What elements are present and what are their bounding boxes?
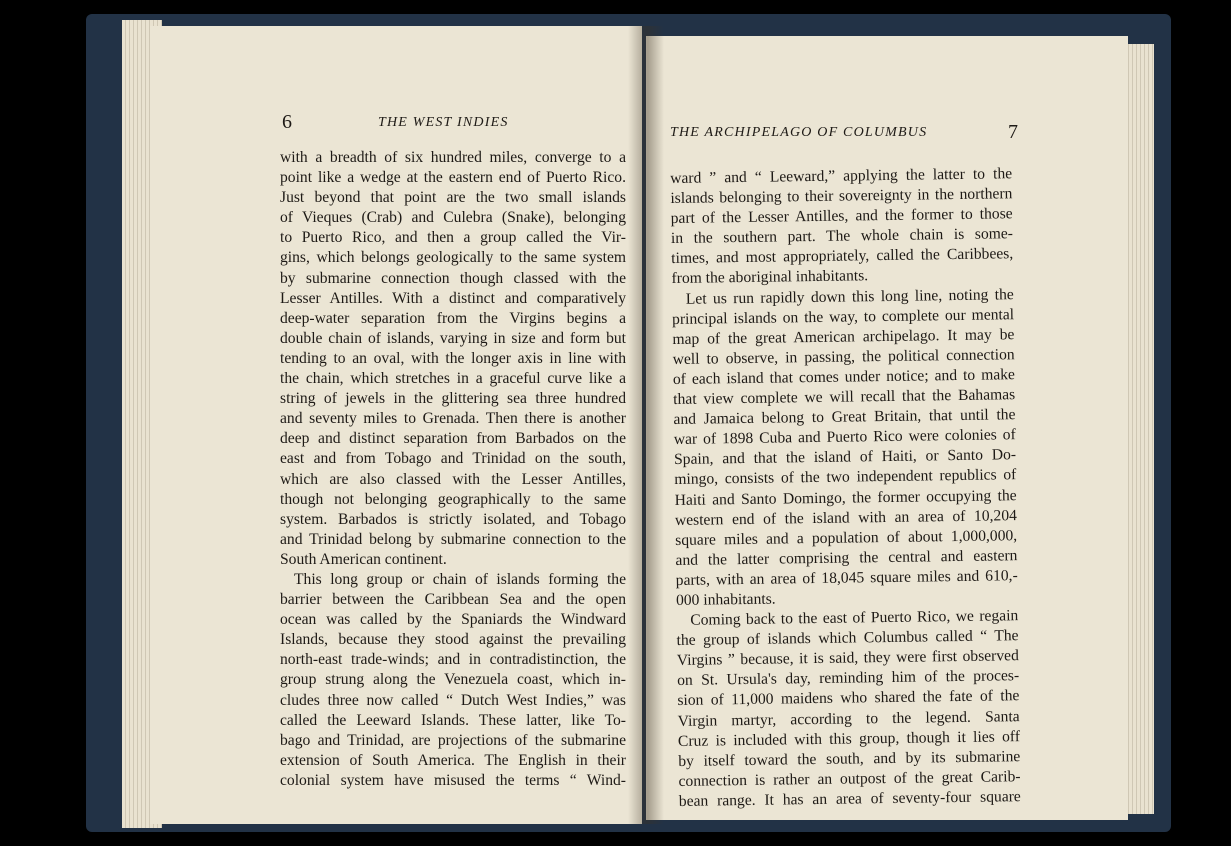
text-line: with a breadth of six hundred miles, converge to a xyxy=(280,149,626,166)
text-line: colonial system have misused the terms “ Wind- xyxy=(280,771,626,789)
text-line: bago and Trinidad, are projections of the submarine xyxy=(280,731,626,749)
text-line: war of 1898 Cuba and Puerto Rico were colonies of xyxy=(673,426,1016,449)
text-line: deep and distinct separation from Barbados on the xyxy=(280,430,626,448)
text-line: map of the great American archipelago. It may be xyxy=(672,325,1015,348)
text-line: mingo, consists of the two independent republics of xyxy=(674,466,1017,489)
text-line: in the southern part. The whole chain is some- xyxy=(670,225,1014,248)
text-line: of each island that comes under notice; and to make xyxy=(672,366,1016,388)
text-line: times, and most appropriately, called the Caribbees, xyxy=(671,245,1014,268)
text-line: tending to an oval, with the longer axis in line with xyxy=(280,349,626,367)
text-line: 000 inhabitants. xyxy=(675,590,776,609)
text-line: islands belonging to their sovereignty in the northern xyxy=(670,185,1013,208)
text-line: ocean was called by the Spaniards the Windward xyxy=(280,611,626,629)
text-line: and seventy miles to Grenada. Then there is another xyxy=(280,410,626,428)
left-page-number: 6 xyxy=(282,111,292,133)
text-line: called the Leeward Islands. These latter, like To- xyxy=(280,711,626,729)
right-page-body xyxy=(670,164,1021,812)
text-line: the group of islands which Columbus called “ The xyxy=(676,627,1019,650)
left-running-title: THE WEST INDIES xyxy=(378,115,509,130)
text-line: and Trinidad belong by submarine connection to the xyxy=(280,530,626,548)
text-line: and the latter comprising the central and eastern xyxy=(675,546,1018,569)
right-page xyxy=(646,36,1128,820)
text-line: Spain, and that the island of Haiti, or Santo Do- xyxy=(673,446,1017,469)
text-line: point like a wedge at the eastern end of Puerto Rico. xyxy=(280,169,626,187)
text-line: of Vieques (Crab) and Culebra (Snake), belonging xyxy=(280,209,626,227)
text-line: Cruz is included with this group, though it lies off xyxy=(677,727,1021,750)
text-line: bean range. It has an area of seventy-four square xyxy=(678,788,1021,810)
text-line: and Jamaica belong to Great Britain, that until the xyxy=(673,406,1016,429)
text-line: western end of the island with an area of 10,204 xyxy=(674,506,1017,529)
text-line: that view complete we will recall that the Bahamas xyxy=(673,386,1016,409)
text-line: principal islands on the way, to complete our mental xyxy=(671,305,1015,328)
text-line: connection is rather an outpost of the great Carib- xyxy=(678,767,1021,790)
text-line: by submarine connection though classed with the xyxy=(280,269,626,287)
text-line: to Puerto Rico, and then a group called the Vir- xyxy=(280,229,626,247)
text-line: which are also classed with the Lesser Antilles, xyxy=(280,470,626,488)
text-line: ward ” and “ Leeward,” applying the latter to the xyxy=(670,165,1013,187)
right-page-number: 7 xyxy=(1008,121,1018,143)
text-line: gins, which belongs geologically to the same system xyxy=(280,249,626,267)
text-line: well to observe, in passing, the political connection xyxy=(672,346,1015,368)
text-line: extension of South America. The English in their xyxy=(280,751,626,769)
text-line: parts, with an area of 18,045 square miles and 610,- xyxy=(675,567,1018,589)
text-line: square miles and a population of about 1,000,000, xyxy=(675,526,1018,549)
text-line: barrier between the Caribbean Sea and the open xyxy=(280,591,626,609)
left-page xyxy=(150,26,642,824)
text-line: deep-water separation from the Virgins begins a xyxy=(280,309,626,327)
text-line: double chain of islands, varying in size and form but xyxy=(280,329,626,347)
text-line: Let us run rapidly down this long line, noting the xyxy=(685,285,1014,308)
text-line: string of jewels in the glittering sea three hundred xyxy=(280,390,626,408)
text-line: cludes three now called “ Dutch West Indies,” was xyxy=(280,691,626,709)
text-line: Lesser Antilles. With a distinct and comparatively xyxy=(280,289,626,307)
text-line: the chain, which stretches in a graceful curve like a xyxy=(280,370,626,388)
book-gutter xyxy=(628,26,664,824)
text-line: from the aboriginal inhabitants. xyxy=(671,267,869,288)
text-line: system. Barbados is strictly isolated, and Tobago xyxy=(280,510,626,528)
text-line: This long group or chain of islands forming the xyxy=(294,570,626,588)
right-page-header xyxy=(670,123,1018,147)
text-line: Virgin martyr, according to the legend. Santa xyxy=(677,707,1020,730)
text-line: though not belonging geographically to the same xyxy=(280,490,626,508)
text-line: on St. Ursula's day, reminding him of the proces- xyxy=(677,667,1020,690)
text-line: sion of 11,000 maidens who shared the fate of the xyxy=(677,687,1020,710)
text-line: by itself toward the south, and by its submarine xyxy=(678,747,1021,770)
text-line: north-east trade-winds; and in contradistinction, the xyxy=(280,651,626,669)
text-line: part of the Lesser Antilles, and the former to those xyxy=(670,205,1013,228)
right-running-title: THE ARCHIPELAGO OF COLUMBUS xyxy=(670,125,928,140)
text-line: Virgins ” because, it is said, they were first observed xyxy=(676,647,1019,670)
text-line: Just beyond that point are the two small islands xyxy=(280,189,626,207)
text-line: Haiti and Santo Domingo, the former occupying the xyxy=(674,486,1017,509)
text-line: Coming back to the east of Puerto Rico, we regain xyxy=(690,607,1019,629)
text-line: South American continent. xyxy=(280,550,447,568)
text-line: east and from Tobago and Trinidad on the south, xyxy=(280,450,626,468)
text-line: group strung along the Venezuela coast, which in- xyxy=(280,671,626,689)
left-page-body xyxy=(280,148,626,791)
text-line: Islands, because they stood against the prevailing xyxy=(280,631,626,649)
left-page-header xyxy=(282,113,630,137)
